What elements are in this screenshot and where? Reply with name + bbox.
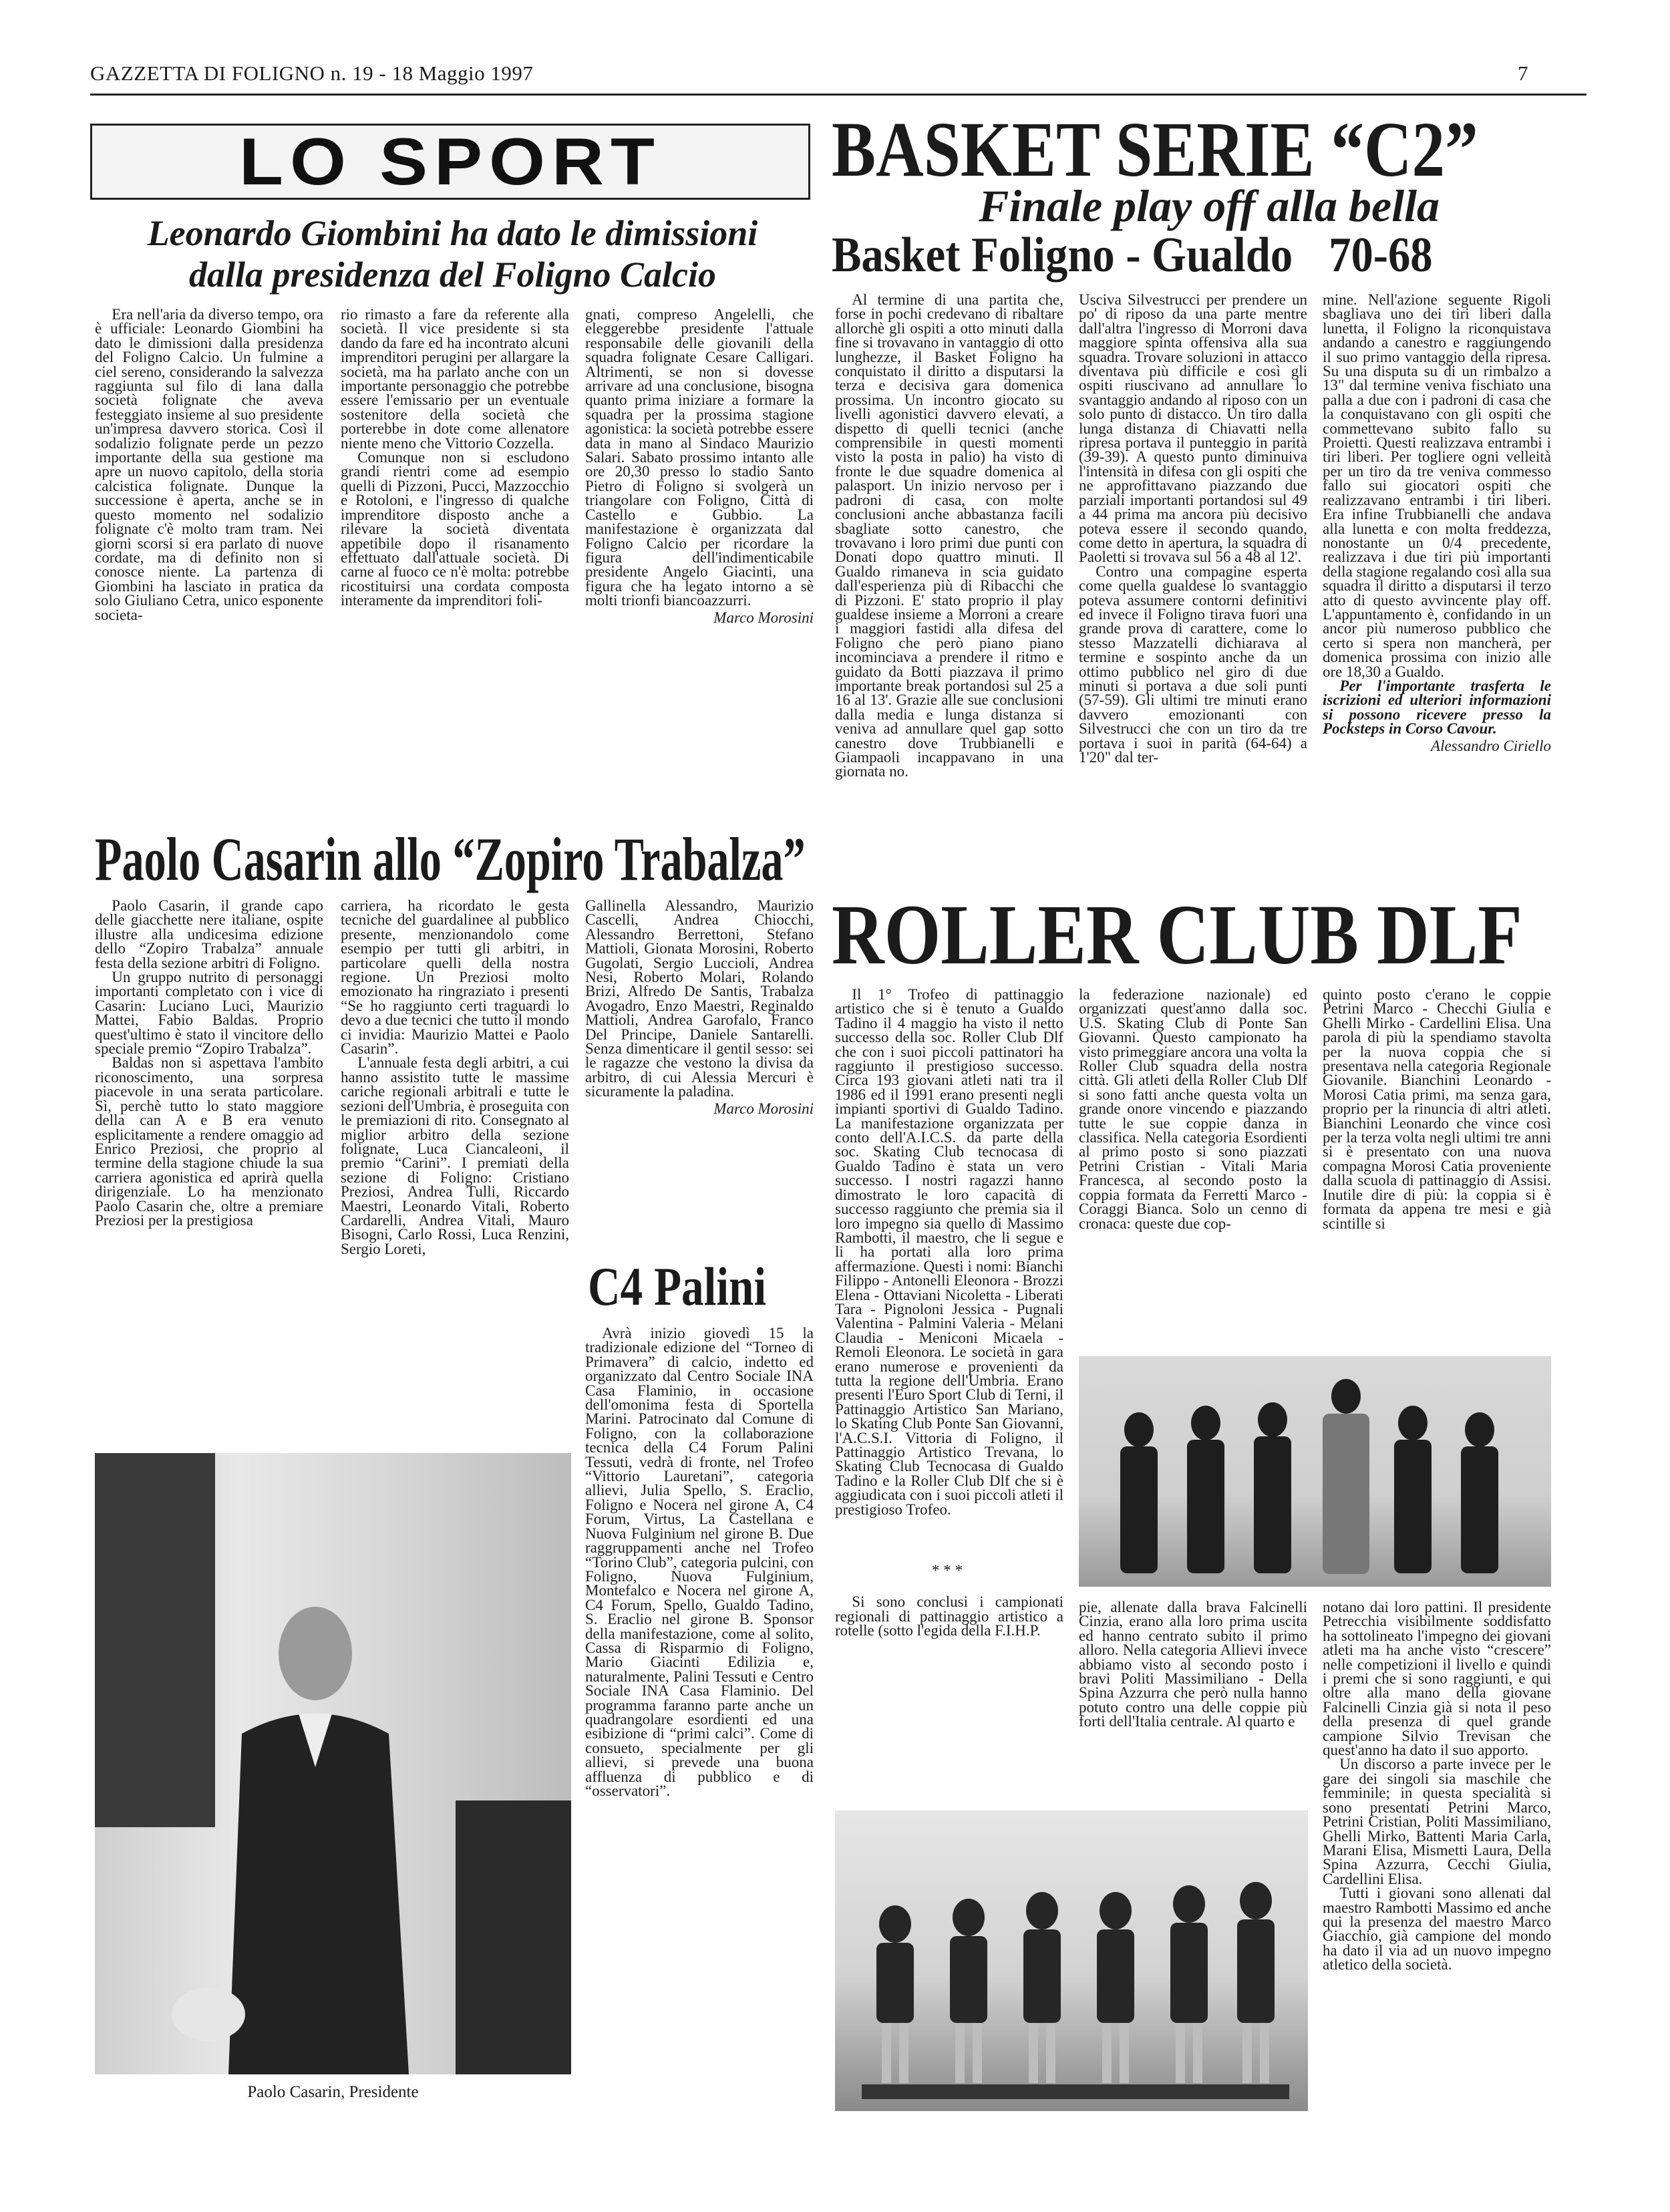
section-title: LO SPORT — [238, 124, 662, 199]
giombini-column-2 — [341, 307, 569, 820]
masthead-title: GAZZETTA DI FOLIGNO n. 19 - 18 Maggio 1997 — [90, 61, 534, 85]
roller-column-3-bottom — [1323, 1600, 1551, 2114]
paragraph: rio rimasto a fare da referente alla società. Il vice presidente si sta dando da fare ed ha incontrato alcuni imprenditori perugini per allargare la società, ma ha parlato anche con un importante personaggio che potrebbe essere l'emissario per un eventuale sostenitore della società che porterebbe in dote come allenatore niente meno che Vittorio Cozzella. — [341, 307, 569, 452]
skaters-image — [1079, 1356, 1551, 1587]
byline: Marco Morosini — [713, 609, 814, 626]
basket-score-line — [832, 228, 1433, 283]
basket-subhead: Finale play off alla bella — [978, 180, 1440, 231]
giombini-headline-line1: Leonardo Giombini ha dato le dimissioni — [147, 213, 758, 253]
basket-column-1 — [835, 293, 1063, 877]
palini-column — [585, 1326, 814, 2114]
byline: Marco Morosini — [713, 1100, 814, 1117]
roller-column-2-bottom — [1079, 1600, 1307, 1812]
paragraph: quinto posto c'erano le coppie Petrini Marco - Checchi Giulia e Ghelli Mirko - Cardellini Elisa. Una parola di più la spendiamo stavolta per la nuova coppia che si presentava nella categoria Regionale Giovanile. Bianchini Leonardo - Morosi Catia primi, ma senza gara, proprio per la rinuncia di altri atleti. Bianchini Leonardo che vince così per la terza volta negli ultimi tre anni si è presentato con una nuova compagna Morosi Catia proveniente dalla scuola di pattinaggio di Assisi. Inutile dire di più: la coppia si è formata da appena tre mesi e già scintille si — [1323, 987, 1551, 1232]
giombini-headline-line2: dalla presidenza del Foligno Calcio — [188, 255, 717, 295]
roller-girls-photo — [835, 1810, 1308, 2111]
palini-headline: C4 Palini — [588, 1256, 767, 1317]
paragraph: Un gruppo nutrito di personaggi importanti completato con i vice di Casarin: Luciano Luci, Maurizio Mattei, Fabio Baldas. Proprio quest'ultimo è stato il vincitore dello speciale premio “Zopiro Trabalza”. — [95, 969, 323, 1058]
paragraph: carriera, ha ricordato le gesta tecniche del guardalinee al pubblico presente, menzionandolo come esempio per tutti gli arbitri, in particolare quelli della nostra regione. Un Preziosi molto emozionato ha ringraziato i presenti “Se ho raggiunto certi traguardi lo devo a due tecnici che tutto il mondo ci invidia: Maurizio Mattei e Paolo Casarin”. — [341, 899, 569, 1058]
header-rule — [90, 94, 1586, 96]
paragraph: L'annuale festa degli arbitri, a cui hanno assistito tutte le massime cariche regionali arbitrali e tutte le sezioni dell'Umbria, è proseguita con le premiazioni di rito. Consegnato al miglior arbitro della sezione folignate, Luca Ciancaleoni, il premio “Carini”. I premiati della sezione di Foligno: Cristiano Preziosi, Andrea Tulli, Riccardo Maestri, Leonardo Vitali, Roberto Cardarelli, Andrea Vitali, Mauro Bisogni, Carlo Rossi, Luca Renzini, Sergio Loreti, — [341, 1054, 569, 1257]
casarin-column-3 — [585, 899, 814, 1259]
giombini-headline — [90, 212, 815, 295]
paragraph: Paolo Casarin, il grande capo delle giacchette nere italiane, ospite illustre alla undicesima edizione dello “Zopiro Trabalza” annuale festa della sezione arbitri di Foligno. — [95, 899, 323, 971]
basket-score: 70-68 — [1329, 228, 1433, 283]
paragraph: gnati, compreso Angelelli, che eleggerebbe presidente l'attuale responsabile delle giovanili della squadra folignate Cesare Calligari. Altrimenti, se non si dovesse arrivare ad una conclusione, bisogna quanto prima iniziare a formare la squadra per la prossima stagione agonistica: la società potrebbe essere data in mano al Sindaco Maurizio Salari. Sabato prossimo intanto alle ore 20,30 presso lo stadio Santo Pietro di Foligno si svolgerà un triangolare con Foligno, Città di Castello e Gubbio. La manifestazione è organizzata dal Foligno Calcio per ricordare la figura dell'indimenticabile presidente Angelo Giacinti, una figura che ha legato intorno a sè molti trionfi biancoazzurri. — [585, 307, 814, 609]
paragraph: Contro una compagine esperta come quella gualdese lo svantaggio poteva assumere contorni definitivi ed invece il Foligno tirava fuori una grande prova di carattere, come lo stesso Mazzatelli dichiarava al termine e sospinto anche da un ottimo pubblico nel giro di due minuti si portava a due soli punti (57-59). Gli ultimi tre minuti erano davvero emozionanti con Silvestrucci che con un tiro da tre portava i suoi in parità (64-64) a 1'20" dal ter- — [1079, 563, 1307, 766]
basket-headline: BASKET SERIE “C2” — [832, 106, 1478, 193]
paragraph: Un discorso a parte invece per le gare dei singoli sia maschile che femminile; in questa specialità si sono presentati Petrini Marco, Petrini Cristian, Politi Massimiliano, Ghelli Mirko, Battenti Maria Carla, Marani Elisa, Mismetti Laura, Della Spina Azzurra, Cecchi Giulia, Cardellini Elisa. — [1323, 1756, 1551, 1887]
giombini-column-1 — [95, 307, 323, 820]
paragraph: Si sono conclusi i campionati regionali di pattinaggio artistico a rotelle (sotto l'egida della F.I.H.P. — [835, 1593, 1063, 1639]
separator: *** — [931, 1562, 967, 1579]
byline: Alessandro Ciriello — [1431, 737, 1551, 754]
roller-column-2-top — [1079, 987, 1307, 1352]
paragraph: la federazione nazionale) ed organizzati quest'anno dalla soc. U.S. Skating Club di Ponte San Giovanni. Questo campionato ha visto primeggiare ancora una volta la Roller Club squadra della nostra città. Gli atleti della Roller Club Dlf si sono fatti anche questa volta un grande onore vincendo e piazzando tutte le sue coppie danza in classifica. Nella categoria Esordienti al primo posto si sono piazzati Petrini Cristian - Vitali Maria Francesca, al secondo posto la coppia formata da Ferretti Marco - Coraggi Bianca. Solo un cenno di cronaca: queste due cop- — [1079, 987, 1307, 1232]
trasferta-note: Per l'importante trasferta le iscrizioni ed ulteriori informazioni si possono ricevere presso la Pocksteps in Corso Cavour. — [1323, 677, 1551, 738]
casarin-photo — [95, 1453, 571, 2074]
paragraph: Era nell'aria da diverso tempo, ora è ufficiale: Leonardo Giombini ha dato le dimissioni dalla presidenza del Foligno Calcio. Un fulmine a ciel sereno, considerando la salvezza raggiunta sul filo di lana dalla società folignate che aveva festeggiato insieme al suo presidente un'impresa davvero storica. Così il sodalizio folignate perde un pezzo importante della sua gestione ma apre un nuovo capitolo, della storia calcistica folignate. Dunque la successione è aperta, anche se in questo momento nel sodalizio folignate c'è molto tram tram. Nei giorni scorsi si era parlato di nuove cordate, ma di definito non si conosce niente. La partenza di Giombini ha lasciato in pratica da solo Giuliano Cetra, unico esponente societa- — [95, 307, 323, 623]
casarin-photo-caption: Paolo Casarin, Presidente — [247, 2083, 419, 2101]
casarin-headline: Paolo Casarin allo “Zopiro Trabalza” — [95, 825, 806, 893]
roller-headline: ROLLER CLUB DLF — [832, 887, 1522, 982]
roller-column-3-top — [1323, 987, 1551, 1338]
giombini-column-3 — [585, 307, 814, 820]
paragraph: Tutti i giovani sono allenati dal maestro Rambotti Massimo ed anche qui la presenza del maestro Marco Giacchio, già campione del mondo ha dato il via ad un nuovo impegno atletico della società. — [1323, 1885, 1551, 1973]
paragraph: Usciva Silvestrucci per prendere un po' di riposo da una parte mentre dall'altra l'ingresso di Morroni dava maggiore spinta offensiva alla sua squadra. Trovare soluzioni in attacco diventava più difficile e così gli ospiti riuscivano ad annullare lo svantaggio andando al riposo con un solo punto di distacco. Un tiro dalla lunga distanza di Chiavatti nella ripresa portava il punteggio in parità (39-39). A questo punto diminuiva l'intensità in difesa con gli ospiti che ne approfittavano piazzando due parziali importanti portandosi sul 49 a 44 prima ma ancora più decisivo poteva essere il secondo quando, come detto in apertura, la squadra di Paoletti si trovava sul 56 a 48 al 12'. — [1079, 293, 1307, 566]
page-number: 7 — [1518, 61, 1528, 85]
paragraph: pie, allenate dalla brava Falcinelli Cinzia, erano alla loro prima uscita ed hanno centrato subito il primo alloro. Nella categoria Allievi invece abbiamo visto al secondo posto i bravi Politi Massimiliano - Della Spina Azzurra che però nulla hanno potuto contro una delle coppie più forti dell'Italia centrale. Al quarto e — [1079, 1600, 1307, 1730]
paragraph: Baldas non si aspettava l'ambito riconoscimento, una sorpresa piacevole in una serata particolare. Sì, perchè tutto lo stato maggiore della can A e B era venuto esplicitamente a rendere omaggio ad Enrico Preziosi, che proprio al termine della stagione chiude la sua carriera agonistica ed aprirà quella dirigenziale. Lo ha menzionato Paolo Casarin che, oltre a premiare Preziosi per la prestigiosa — [95, 1054, 323, 1229]
roller-column-1 — [835, 987, 1063, 1736]
paragraph: Al termine di una partita che, forse in pochi credevano di ribaltare allorchè gli ospiti a otto minuti dalla fine si trovavano in vantaggio di otto lunghezze, il Basket Foligno ha conquistato il diritto a disputarsi la terza e decisiva gara domenica prossima. Un incontro giocato su livelli agonistici davvero elevati, a dispetto di quelli tecnici (anche comprensibile in questi momenti visto la posta in palio) ha visto di fronte le due squadre domenica al palasport. Un inizio nervoso per i padroni di casa, con molte conclusioni anche abbastanza facili sbagliate sotto canestro, che trovavano i loro primi due punti con Donati dopo quattro minuti. Il Gualdo rimaneva in scia guidato dall'esperienza più di Ribacchi che di Pizzoni. E' stato proprio il play gualdese insieme a Morroni a creare i maggiori fastidi alla difesa del Foligno che però piano piano incominciava a prendere il ritmo e guidato da Botti piazzava il primo importante break portandosi sul 25 a 16 al 13'. Grazie alle sue conclusioni dalla media e lunga distanza si veniva ad annullare quel gap sotto canestro dove Trubbianelli e Giampaoli incappavano in una giornata no. — [835, 293, 1063, 780]
portrait-image — [95, 1453, 571, 2074]
paragraph: Avrà inizio giovedì 15 la tradizionale edizione del “Torneo di Primavera” di calcio, indetto ed organizzato dal Centro Sociale INA Casa Flaminio, in occasione dell'omonima festa di Sportella Marini. Patrocinato dal Comune di Foligno, con la collaborazione tecnica della C4 Forum Palini Tessuti, vedrà di fronte, nel Trofeo “Vittorio Lauretani”, categoria allievi, Julia Spello, S. Eraclio, Foligno e Nocera nel girone A, C4 Forum, Virtus, La Castellana e Nuova Fulginium nel girone B. Due raggruppamenti anche nel Trofeo “Torino Club”, categoria pulcini, con Foligno, Nuova Fulginium, Montefalco e Nocera nel girone A, C4 Forum, Spello, Gualdo Tadino, S. Eraclio nel girone B. Sponsor della manifestazione, come al solito, Cassa di Risparmio di Foligno, Mario Giacinti Edilizia e, naturalmente, Palini Tessuti e Centro Sociale INA Casa Flaminio. Del programma faranno parte anche un quadrangolare esordienti ed una esibizione di “primi calci”. Come di consueto, specialmente per gli allievi, si prevede una buona affluenza di pubblico e di “osservatori”. — [585, 1326, 814, 1799]
paragraph: mine. Nell'azione seguente Rigoli sbagliava uno dei tiri liberi dalla lunetta, il Foligno la riconquistava andando a canestro e raggiungendo il suo primo vantaggio della ripresa. Su una disputa su di un rimbalzo a 13" dal termine veniva fischiato una palla a due con i padroni di casa che la conquistavano con gli ospiti che commettevano subito fallo su Proietti. Questi realizzava entrambi i tiri liberi. Per togliere ogni velleità per un tiro da tre veniva commesso fallo sui giocatori ospiti che realizzavano entrambi i tiri liberi. Era infine Trubbianelli che andava alla lunetta e con molta freddezza, nonostante un 0/4 precedente, realizzava i due tiri più importanti della stagione regalando così alla sua squadra il diritto a disputarsi il terzo atto di questo avvincente play off. L'appuntamento è, confidando in un ancor più numeroso pubblico che certo si spera non mancherà, per domenica prossima con inizio alle ore 18,30 a Gualdo. — [1323, 293, 1551, 680]
paragraph: notano dai loro pattini. Il presidente Petrecchia visibilmente soddisfatto ha sottolineato l'impegno dei giovani atleti ma ha anche visto “crescere” nelle competizioni il livello e quindi i premi che si sono raggiunti, e qui oltre alla mano della giovane Falcinelli Cinzia già si nota il peso della presenza di quel grande campione Silvio Trevisan che quest'anno ha dato il suo apporto. — [1323, 1600, 1551, 1759]
paragraph: Gallinella Alessandro, Maurizio Cascelli, Andrea Chiocchi, Alessandro Berrettoni, Stefano Mattioli, Gionata Morosini, Roberto Gugolati, Sergio Luccioli, Andrea Nesi, Roberto Molari, Rolando Brizi, Alfredo De Santis, Trabalza Avogadro, Enzo Maestri, Reginaldo Mattioli, Andrea Garofalo, Franco Del Principe, Daniele Santarelli. Senza dimenticare il gentil sesso: sei le ragazze che vestono la divisa da arbitro, di cui Alessia Mercuri è sicuramente la paladina. — [585, 899, 814, 1100]
roller-team-photo — [1079, 1356, 1551, 1587]
paragraph: Comunque non si escludono grandi rientri come ad esempio quelli di Pizzoni, Pucci, Mazzocchio e Rotoloni, e l'ingresso di qualche imprenditore disposto anche a rilevare la società diventata appetibile dopo il risanamento effettuato dall'attuale società. Di carne al fuoco ce n'è molta: potrebbe ricostituirsi una cordata composta interamente da imprenditori foli- — [341, 449, 569, 609]
paragraph: Il 1° Trofeo di pattinaggio artistico che si è tenuto a Gualdo Tadino il 4 maggio ha visto il netto successo della soc. Roller Club Dlf che con i suoi piccoli pattinatori ha raggiunto il prestigioso successo. Circa 193 giovani atleti nati tra il 1986 ed il 1991 erano presenti negli impianti sportivi di Gualdo Tadino. La manifestazione organizzata per conto dell'A.I.C.S. da parte della soc. Skating Club tecnocasa di Gualdo Tadino è stata un vero successo. I nostri ragazzi hanno dimostrato le loro capacità di successo raggiunto che premia sia il loro impegno sia quello di Massimo Rambotti, il maestro, che li segue e li ha portati alla loro prima affermazione. Questi i nomi: Bianchi Filippo - Antonelli Eleonora - Brozzi Elena - Ottaviani Nicoletta - Liberati Tara - Pignoloni Jessica - Pugnali Valentina - Palmini Valeria - Melani Claudia - Meniconi Micaela - Remoli Eleonora. Le società in gara erano numerose e provenienti da tutta la regione dell'Umbria. Erano presenti l'Euro Sport Club di Terni, il Pattinaggio Artistico San Mariano, lo Skating Club Ponte San Giovanni, l'A.C.S.I. Vittoria di Foligno, il Pattinaggio Artistico Trevana, lo Skating Club Tecnocasa di Gualdo Tadino e la Roller Club Dlf che si è aggiudicata con i suoi piccoli atleti il prestigioso Trofeo. — [835, 987, 1063, 1518]
casarin-column-1 — [95, 899, 323, 1433]
casarin-column-2 — [341, 899, 569, 1405]
section-banner — [90, 124, 810, 200]
basket-teams: Basket Foligno - Gualdo — [832, 228, 1293, 283]
skaters-image — [835, 1810, 1308, 2111]
basket-column-3 — [1323, 293, 1551, 877]
basket-column-2 — [1079, 293, 1307, 877]
